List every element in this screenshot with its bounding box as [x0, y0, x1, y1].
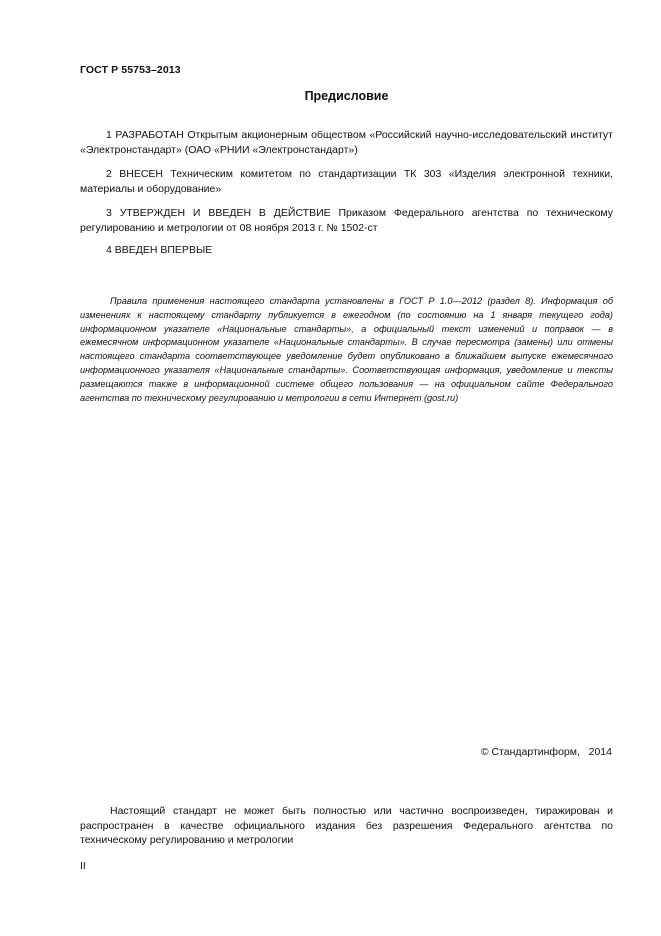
paragraph-developed-by: 1 РАЗРАБОТАН Открытым акционерным обществом «Российский научно-исследовательский институт «Электронстандарт» (ОАО «РНИИ «Электронстандарт»): [80, 129, 613, 156]
paragraph-introduced-by: 2 ВНЕСЕН Техническим комитетом по стандартизации ТК 303 «Изделия электронной техники, материалы и оборудование»: [80, 168, 613, 195]
section-title: Предисловие: [304, 89, 389, 103]
reproduction-notice: Настоящий стандарт не может быть полностью или частично воспроизведен, тиражирован и распространен в качестве официального издания без разрешения Федерального агентства по техническому регулированию и метрологии: [80, 805, 613, 846]
paragraph-first-introduced: 4 ВВЕДЕН ВПЕРВЫЕ: [106, 244, 213, 256]
page-number: II: [80, 860, 86, 872]
document-id: ГОСТ Р 55753–2013: [80, 64, 181, 76]
paragraph-approved: 3 УТВЕРЖДЕН И ВВЕДЕН В ДЕЙСТВИЕ Приказом Федерального агентства по техническому регулированию и метрологии от 08 ноября 2013 г. № 1502-ст: [80, 207, 613, 234]
usage-rules-note: Правила применения настоящего стандарта установлены в ГОСТ Р 1.0—2012 (раздел 8). Информация об изменениях к настоящему стандарту публикуется в ежегодном (по состоянию на 1 января текущего года) информационном указателе «Национальные стандарты», а официальный текст изменений и поправок — в ежемесячном информационном указателе «Национальные стандарты». В случае пересмотра (замены) или отмены настоящего стандарта соответствующее уведомление будет опубликовано в ближайшем выпуске ежемесячного информационного указателя «Национальные стандарты». Соответствующая информация, уведомление и тексты размещаются также в информационной системе общего пользования — на официальном сайте Федерального агентства по техническому регулированию и метрологии в сети Интернет (gost.ru): [80, 296, 613, 403]
copyright-line: © Стандартинформ, 2014: [480, 746, 612, 758]
